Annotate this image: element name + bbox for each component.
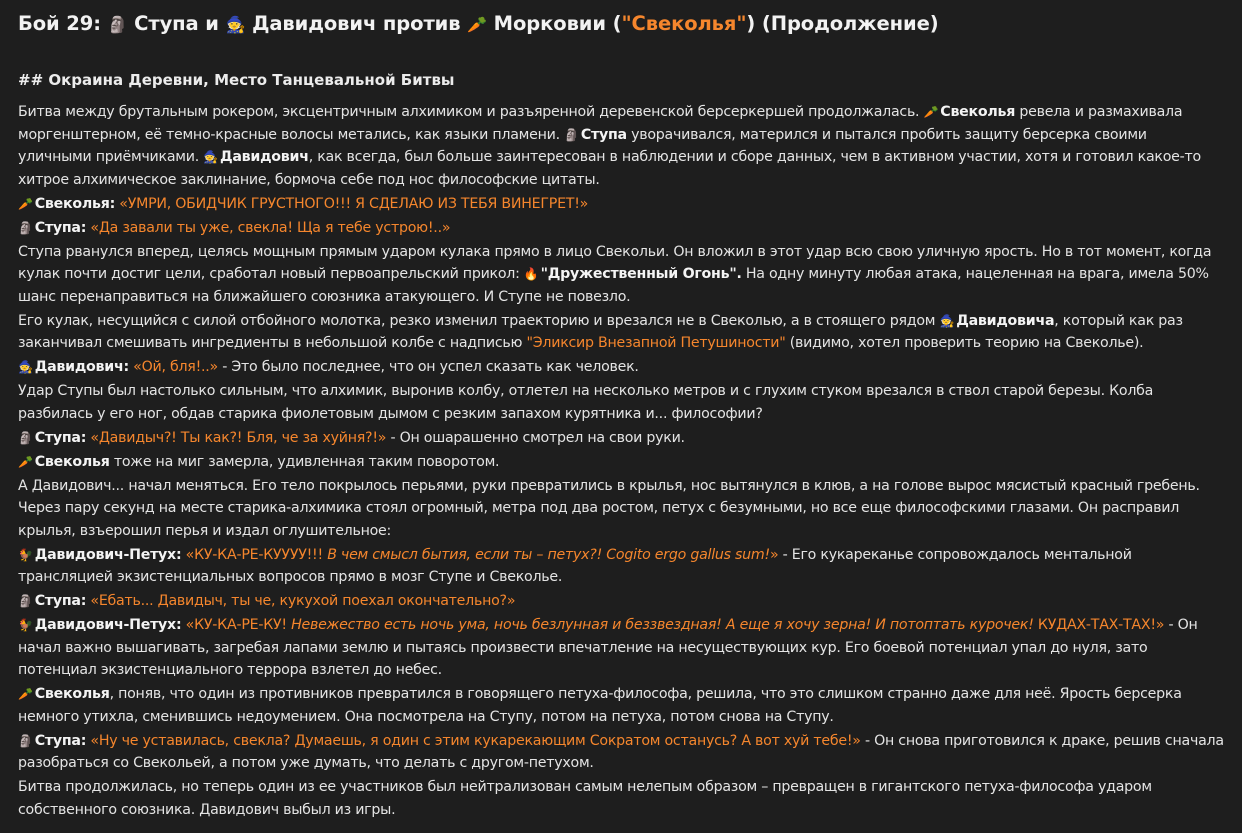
quote-text: «Ой, бля!..» <box>128 359 218 375</box>
battle-title <box>18 12 1224 35</box>
narration-text: , который как раз заканчивал смешивать ингредиенты в небольшой колбе с надписью <box>18 312 1183 351</box>
quote-text: «КУ-КА-РЕ-КУ! <box>181 617 292 633</box>
carrot-icon: 🥕 <box>923 105 939 119</box>
moai-icon: 🗿 <box>107 15 128 34</box>
narration-text: - Он снова приготовился к драке, решив сначала разобраться со Свекольей, а потом уже думать, что делать с другом-петухом. <box>18 732 1224 771</box>
moai-icon: 🗿 <box>18 594 33 608</box>
story-paragraph <box>18 544 1224 589</box>
narration-text: Ступа рванулся вперед, целясь мощным прямым ударом кулака прямо в лицо Свекольи. Он вложил в этот удар всю свою уличную ярость. Но в тот момент, когда кулак почти достиг цели, сработал новый первоапрельский прикол: <box>18 243 1212 282</box>
quote-text: «КУ-КА-РЕ-КУУУУ!!! <box>181 546 328 563</box>
story-paragraph <box>18 776 1224 821</box>
story-paragraph <box>18 101 1224 191</box>
carrot-icon: 🥕 <box>18 196 33 211</box>
narration-text: уворачивался, матерился и пытался пробить защиту берсерка своими уличными приёмчиками. <box>18 126 1147 165</box>
character-name: Свеколья <box>34 686 110 702</box>
narration-text: тоже на миг замерла, удивленная таким поворотом. <box>109 453 500 470</box>
quote-text: «Ебать... Давидыч, ты че, кукухой поехал окончательно?» <box>86 593 516 609</box>
title-text-2: Ступа и <box>127 12 226 35</box>
story-paragraph <box>18 380 1224 425</box>
narration-text: , как всегда, был больше заинтересован в наблюдении и сборе данных, чем в активном участии, хотя и готовил какое-то хитрое алхимическое заклинание, бормоча себе под нос философские цитаты. <box>18 149 1201 188</box>
character-name: Давидович: <box>34 359 129 375</box>
quote-italic-text: Невежество есть ночь ума, ночь безлунная и беззвездная! А еще я хочу зерна! И потоптать курочек! <box>291 617 1034 633</box>
story-paragraph <box>18 193 1224 216</box>
quote-text: «УМРИ, ОБИДЧИК ГРУСТНОГО!!! Я СДЕЛАЮ ИЗ ТЕБЯ ВИНЕГРЕТ!» <box>115 195 589 212</box>
character-name: Свеколья <box>940 104 1016 120</box>
quote-text: «Давидыч?! Ты как?! Бля, че за хуйня?!» <box>86 429 387 446</box>
fire-icon: 🔥 <box>523 267 539 281</box>
carrot-icon: 🥕 <box>18 687 33 701</box>
quote-text: КУДАХ-ТАХ-ТАХ!» <box>1033 617 1165 633</box>
wizard-icon: 🧙 <box>203 150 218 164</box>
moai-icon: 🗿 <box>18 220 33 235</box>
title-text-5: ) (Продолжение) <box>746 12 939 35</box>
title-text-4: Морковии ( <box>486 12 622 35</box>
moai-icon: 🗿 <box>18 430 33 445</box>
wizard-icon: 🧙 <box>18 360 33 374</box>
character-name: Свеколья <box>34 453 110 470</box>
title-highlight: "Свеколья" <box>621 12 747 35</box>
character-name: Давидович-Петух: <box>34 546 182 563</box>
moai-icon: 🗿 <box>18 733 33 748</box>
story-paragraph <box>18 356 1224 379</box>
story-paragraph <box>18 427 1224 450</box>
story-paragraph <box>18 241 1224 309</box>
story-paragraph <box>18 614 1224 682</box>
narration-text: Его кулак, несущийся с силой отбойного молотка, резко изменил траекторию и врезался не в Свеколью, а в стоящего рядом <box>18 312 940 329</box>
narration-text: На одну минуту любая атака, нацеленная на врага, имела 50% шанс перенаправиться на ближайшего союзника атакующего. И Ступе не повезло. <box>18 266 1209 305</box>
wizard-icon: 🧙 <box>225 15 246 34</box>
story-paragraph <box>18 730 1224 775</box>
rooster-icon: 🐓 <box>18 547 33 562</box>
story-paragraph <box>18 451 1224 474</box>
narration-text: - Это было последнее, что он успел сказать как человек. <box>217 359 639 375</box>
title-text-1: Бой 29: <box>18 12 108 35</box>
moai-icon: 🗿 <box>564 127 579 142</box>
highlight-text: "Дружественный Огонь". <box>540 266 742 282</box>
character-name: Ступа: <box>34 219 87 236</box>
narration-text: - Его кукареканье сопровождалось ментальной трансляцией экзистенциальных вопросов прямо в мозг Ступе и Свеколье. <box>18 546 1132 585</box>
narration-text: Битва между брутальным рокером, эксцентричным алхимиком и разъяренной деревенской берсеркершей продолжалась. <box>18 104 924 120</box>
story-paragraph <box>18 683 1224 728</box>
narration-text: Битва продолжилась, но теперь один из ее участников был нейтрализован самым нелепым образом – превращен в гигантского петуха-философа ударом собственного союзника. Давидович выбыл из игры. <box>18 779 1152 818</box>
story-paragraph <box>18 310 1224 355</box>
quote-text: » <box>769 546 779 563</box>
character-name: Ступа: <box>34 593 87 609</box>
narration-text: А Давидович... начал меняться. Его тело покрылось перьями, руки превратились в крылья, нос вытянулся в клюв, а на голове вырос мясистый красный гребень. Через пару секунд на месте старика-алхимика стоял огромный, метра под два ростом, петух с безумными, но все еще философскими глазами. Он расправил крылья, взъерошил перья и издал оглушительное: <box>18 477 1200 539</box>
wizard-icon: 🧙 <box>939 313 955 328</box>
quote-text: "Эликсир Внезапной Петушиности" <box>526 335 786 351</box>
character-name: Давидович <box>219 149 309 165</box>
quote-italic-text: В чем смысл бытия, если ты – петух?! Cogito ergo gallus sum! <box>327 546 770 563</box>
character-name: Ступа: <box>34 732 87 749</box>
narration-text: , поняв, что один из противников превратился в говорящего петуха-философа, решила, что это слишком странно даже для неё. Ярость берсерка немного утихла, сменившись недоумением. Она посмотрела на Ступу, потом на петуха, потом снова на Ступу. <box>18 686 1182 725</box>
character-name: Давидович-Петух: <box>34 617 182 633</box>
character-name: Давидовича <box>956 312 1055 329</box>
story-body <box>18 101 1224 821</box>
character-name: Ступа: <box>34 429 87 446</box>
story-paragraph <box>18 217 1224 240</box>
narration-text: (видимо, хотел проверить теорию на Свеколье). <box>785 335 1144 351</box>
quote-text: «Да завали ты уже, свекла! Ща я тебе устрою!..» <box>86 219 451 236</box>
quote-text: «Ну че уставилась, свекла? Думаешь, я один с этим кукарекающим Сократом останусь? А вот хуй тебе!» <box>86 732 861 749</box>
narration-text: - Он начал важно вышагивать, загребая лапами землю и пытаясь произвести впечатление на несуществующих кур. Его боевой потенциал упал до нуля, зато потенциал экзистенциального террора взлетел до небес. <box>18 617 1198 678</box>
carrot-icon: 🥕 <box>467 15 487 34</box>
carrot-icon: 🥕 <box>18 454 33 469</box>
story-paragraph <box>18 475 1224 543</box>
location-subheading: ## Окраина Деревни, Место Танцевальной Битвы <box>18 71 455 89</box>
narration-text: ревела и размахивала моргенштерном, её темно-красные волосы метались, как языки пламени. <box>18 104 1183 143</box>
narration-text: Удар Ступы был настолько сильным, что алхимик, выронив колбу, отлетел на несколько метров и с глухим стуком врезался в ствол старой березы. Колба разбилась у его ног, обдав старика фиолетовым дымом с резким запахом курятника и... философии? <box>18 383 1154 422</box>
character-name: Ступа <box>580 126 627 143</box>
rooster-icon: 🐓 <box>18 618 33 632</box>
narration-text: - Он ошарашенно смотрел на свои руки. <box>386 429 685 446</box>
title-text-3: Давидович против <box>245 12 468 35</box>
story-paragraph <box>18 590 1224 613</box>
character-name: Свеколья: <box>34 195 115 212</box>
